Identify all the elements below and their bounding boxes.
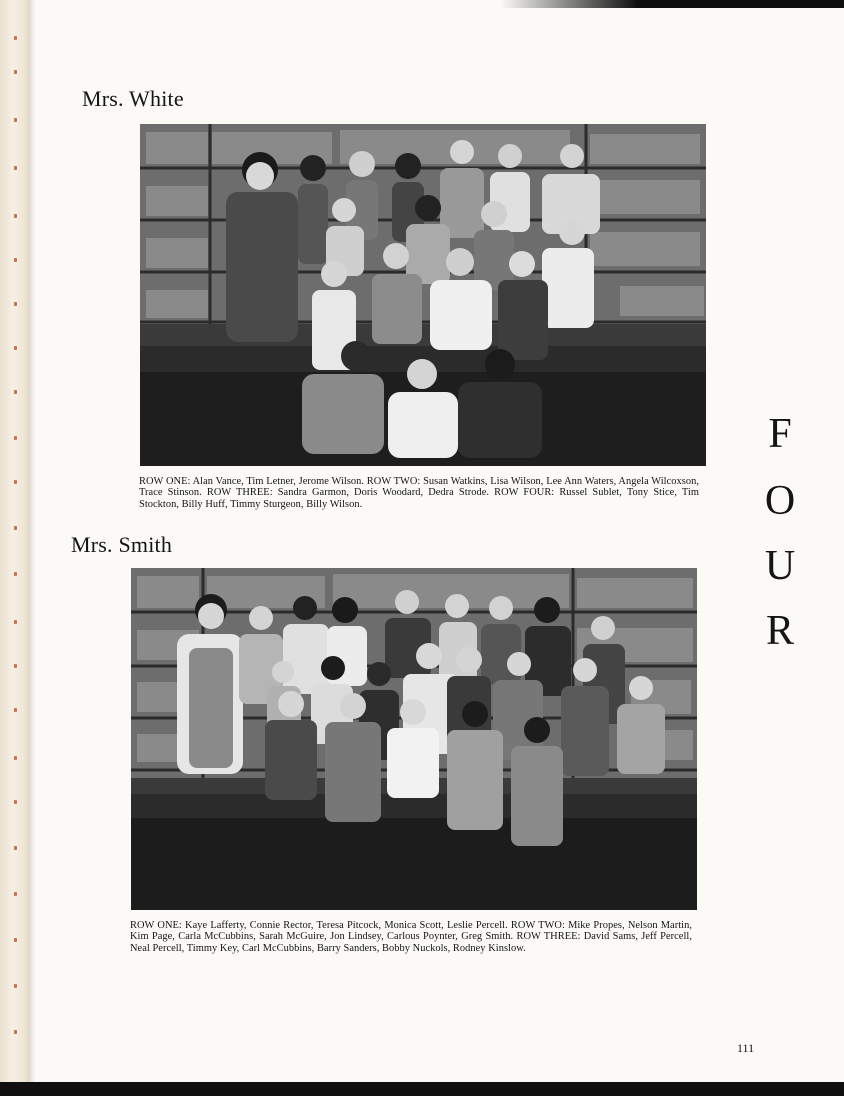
binding-stitch	[14, 258, 17, 262]
binding-stitch	[14, 390, 17, 394]
binding-stitch	[14, 214, 17, 218]
binding-stitch	[14, 800, 17, 804]
binding-stitch	[14, 118, 17, 122]
binding-stitch	[14, 892, 17, 896]
binding-stitch	[14, 346, 17, 350]
scan-edge	[500, 0, 844, 8]
side-letter-f: F	[768, 411, 792, 457]
gutter-shadow	[30, 0, 36, 1082]
binding-stitch	[14, 938, 17, 942]
binding-stitch	[14, 70, 17, 74]
binding-stitch	[14, 708, 17, 712]
binding-stitch	[14, 436, 17, 440]
teacher-heading-white: Mrs. White	[82, 86, 184, 111]
side-letter-r: R	[765, 608, 794, 654]
binding-stitch	[14, 1030, 17, 1034]
book-binding	[0, 0, 30, 1082]
binding-stitch	[14, 166, 17, 170]
side-letter-u: U	[764, 543, 796, 589]
binding-stitch	[14, 620, 17, 624]
side-letter-o: O	[764, 478, 796, 524]
binding-stitch	[14, 846, 17, 850]
caption-smith: ROW ONE: Kaye Lafferty, Connie Rector, Teresa Pitcock, Monica Scott, Leslie Percell. ROW TWO: Mike Propes, Nelson Martin, Kim Page, Carla McCubbins, Sarah McGuire, Jon Lindsey, Carlous Poynter, Greg Smith. ROW THREE: David Sams, Jeff Percell, Neal Percell, Timmy Key, Carl McCubbins, Barry Sanders, Bobby Nuckols, Rodney Kinslow.	[130, 920, 692, 954]
binding-stitch	[14, 664, 17, 668]
binding-stitch	[14, 756, 17, 760]
teacher-heading-smith: Mrs. Smith	[71, 532, 173, 557]
binding-stitch	[14, 526, 17, 530]
class-photo-white	[140, 124, 706, 466]
binding-stitch	[14, 984, 17, 988]
binding-stitch	[14, 572, 17, 576]
caption-white: ROW ONE: Alan Vance, Tim Letner, Jerome Wilson. ROW TWO: Susan Watkins, Lisa Wilson, Lee Ann Waters, Angela Wilcoxson, Trace Stinson. ROW THREE: Sandra Garmon, Doris Woodard, Dedra Strode. ROW FOUR: Russel Sublet, Tony Stice, Tim Stockton, Billy Huff, Timmy Sturgeon, Billy Wilson.	[139, 476, 699, 510]
binding-stitch	[14, 302, 17, 306]
class-photo-smith	[131, 568, 697, 910]
binding-stitch	[14, 480, 17, 484]
binding-stitch	[14, 36, 17, 40]
page-number: 111	[737, 1041, 755, 1055]
